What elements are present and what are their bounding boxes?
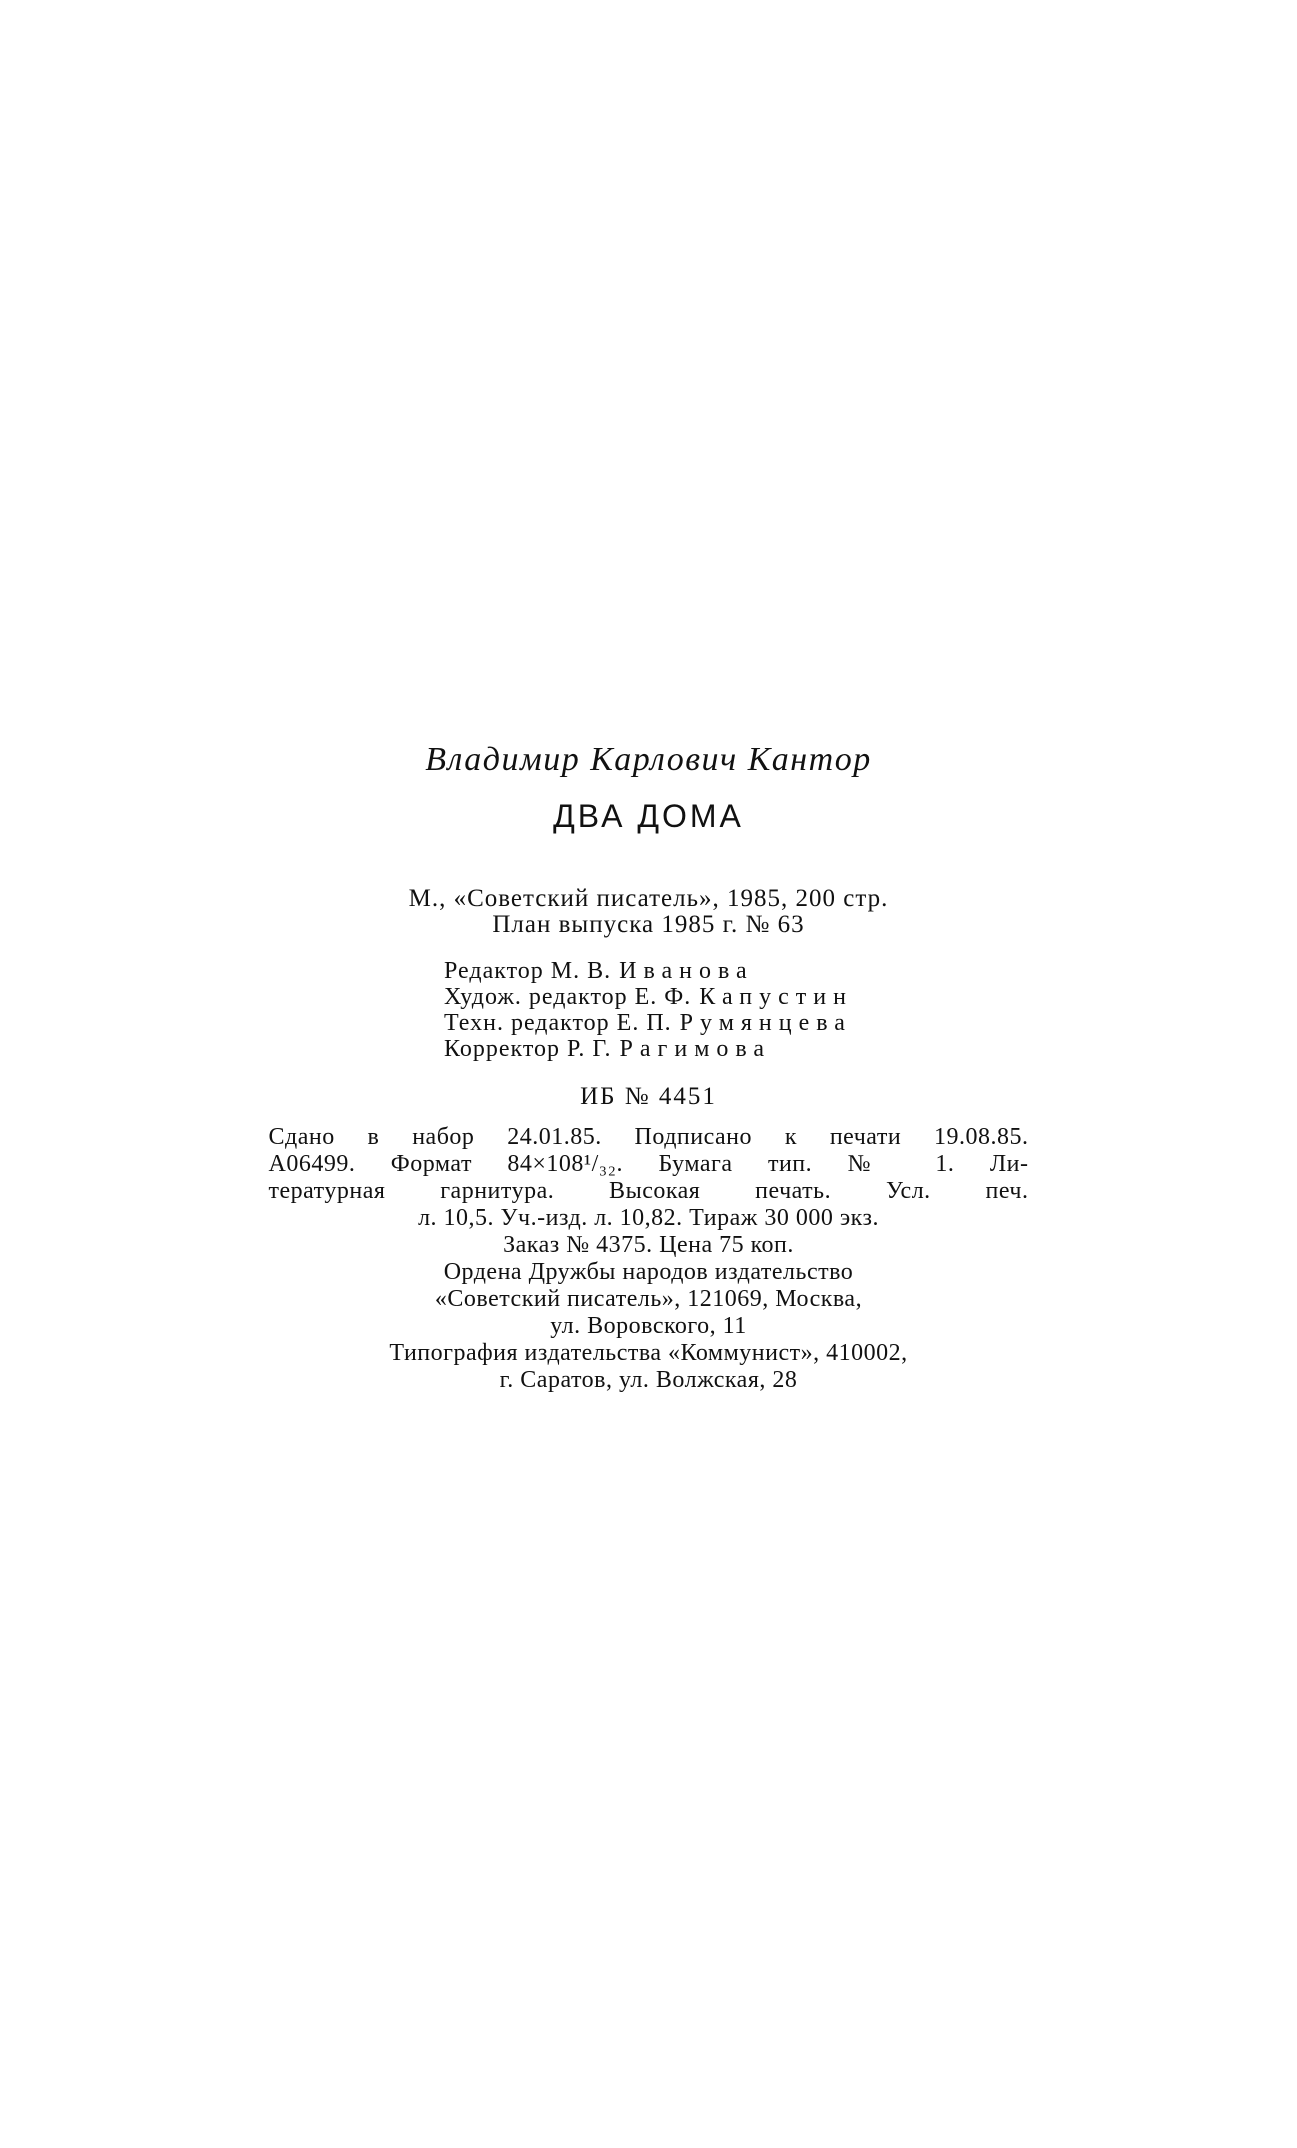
publication-info (0, 886, 1297, 938)
staff-art-editor (444, 984, 853, 1010)
staff-role: Корректор Р. Г. (444, 1036, 612, 1062)
imprint-line: А06499. Формат 84×108¹/₃₂. Бумага тип. № 1. Ли- (268, 1151, 1029, 1177)
staff-editor (444, 958, 853, 984)
staff-proofreader (444, 1036, 853, 1062)
staff-role: Худож. редактор Е. Ф. (444, 984, 692, 1010)
imprint-line: Типография издательства «Коммунист», 410002, (389, 1340, 908, 1366)
imprint-line: Сдано в набор 24.01.85. Подписано к печати 19.08.85. (268, 1124, 1029, 1150)
imprint-line: тературная гарнитура. Высокая печать. Усл. печ. (268, 1178, 1029, 1204)
staff-credits (0, 958, 1297, 1062)
imprint-line: Заказ № 4375. Цена 75 коп. (503, 1232, 794, 1258)
staff-person: Румянцева (679, 1010, 852, 1036)
book-title: ДВА ДОМА (553, 798, 744, 834)
staff-role: Редактор М. В. (444, 958, 612, 984)
staff-person: Рагимова (619, 1036, 772, 1062)
staff-role: Техн. редактор Е. П. (444, 1010, 672, 1036)
imprint-line: «Советский писатель», 121069, Москва, (434, 1286, 863, 1312)
imprint-line: ул. Воровского, 11 (550, 1313, 747, 1339)
imprint-line: Ордена Дружбы народов издательство (443, 1259, 854, 1285)
imprint-line: л. 10,5. Уч.-изд. л. 10,82. Тираж 30 000 экз. (418, 1205, 879, 1231)
publication-line: М., «Советский писатель», 1985, 200 стр. (408, 885, 889, 912)
imprint-line: г. Саратов, ул. Волжская, 28 (499, 1367, 798, 1393)
colophon (0, 740, 1297, 1394)
staff-person: Капустин (699, 984, 853, 1010)
staff-tech-editor (444, 1010, 853, 1036)
ib-number: ИБ № 4451 (580, 1083, 717, 1110)
author-name: Владимир Карлович Кантор (425, 741, 872, 778)
publication-plan: План выпуска 1985 г. № 63 (492, 911, 805, 938)
staff-person: Иванова (619, 958, 754, 984)
imprint-details (269, 1124, 1029, 1394)
